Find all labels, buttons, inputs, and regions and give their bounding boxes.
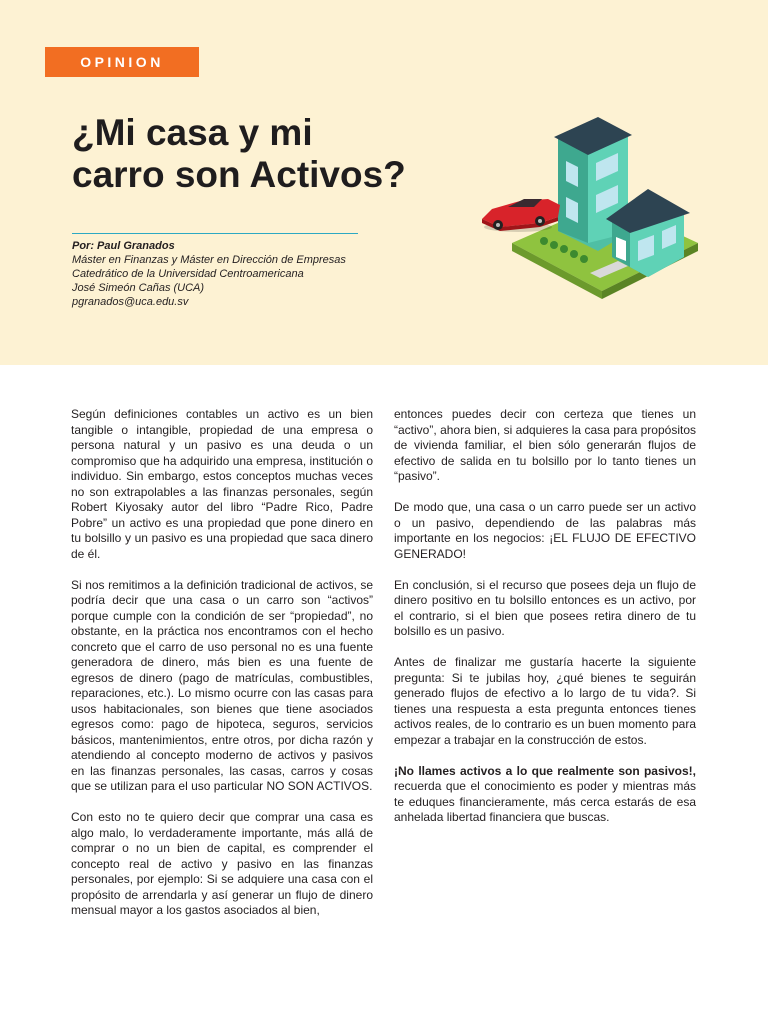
title-divider: [72, 233, 358, 234]
paragraph-4: entonces puedes decir con certeza que tienes un “activo”, ahora bien, si adquieres la casa para propósitos de vivienda familiar, el bien sólo generarán flujos de efectivo de salida en tu bolsillo por lo tanto tienes un “pasivo”.: [394, 407, 696, 483]
paragraph-8: [394, 764, 696, 826]
article-column-left: [71, 407, 373, 934]
house-and-car-illustration: [478, 115, 706, 307]
closing-emphasis: ¡No llames activos a lo que realmente son pasivos!,: [394, 763, 696, 778]
title-line-2: carro son Activos?: [72, 154, 406, 195]
paragraph-1: Según definiciones contables un activo es un bien tangible o intangible, propiedad de una empresa o persona natural y un pasivo es una deuda o un compromiso que ha adquirido una empresa, institución o individuo. Sin embargo, estos conceptos muchas veces no son extrapolables a las finanzas personales, según Robert Kiyosaky autor del libro “Padre Rico, Padre Pobre” un activo es una propiedad que pone dinero en tu bolsillo y un pasivo es una propiedad que saca dinero de él.: [71, 407, 373, 561]
paragraph-3: Con esto no te quiero decir que comprar una casa es algo malo, lo verdaderamente importante, más allá de comprar o no un bien de capital, es comprender el concepto real de activo y pasivo en las finanzas personales, por ejemplo: Si se adquiere una casa con el propósito de arrendarla y así generar un flujo de dinero mensual mayor a los gastos asociados al bien,: [71, 810, 373, 917]
byline-author: Por: Paul Granados: [72, 240, 175, 252]
byline-credential-3: José Simeón Cañas (UCA): [72, 282, 205, 294]
article-column-right: [394, 407, 696, 841]
title-line-1: ¿Mi casa y mi: [72, 112, 313, 153]
byline-credential-2: Catedrático de la Universidad Centroamericana: [72, 268, 304, 280]
paragraph-2: Si nos remitimos a la definición tradicional de activos, se podría decir que una casa o un carro son “activos” porque cumple con la condición de ser “propiedad”, no obstante, en la práctica nos encontramos con el hecho concreto que el carro de uso personal no es una fuente generadora de dinero, más bien es una fuente de egresos de dinero (pago de matrículas, combustibles, reparaciones, etc.). Lo mismo ocurre con las casas para usos habitacionales, son bienes que tiene asociados egresos como: pago de hipoteca, seguros, servicios básicos, mantenimientos, entre otros, por dicha razón y atendiendo al concepto moderno de activos y pasivos en las finanzas personales, las casas, carros y cosas que se utilizan para el uso particular NO SON ACTIVOS.: [71, 577, 373, 793]
paragraph-5: De modo que, una casa o un carro puede ser un activo o un pasivo, dependiendo de las palabras más importante en los negocios: ¡EL FLUJO DE EFECTIVO GENERADO!: [394, 500, 696, 561]
car-icon: [482, 199, 560, 232]
paragraph-6: En conclusión, si el recurso que posees deja un flujo de dinero positivo en tu bolsillo entonces es un activo, por el contrario, si el bien que posees retira dinero de tu bolsillo es un pasivo.: [394, 577, 696, 638]
byline: [72, 239, 412, 309]
byline-email: pgranados@uca.edu.sv: [72, 296, 189, 308]
section-tag: OPINION: [45, 47, 199, 77]
closing-text: recuerda que el conocimiento es poder y mientras más te eduques financieramente, más cerca estarás de esa anhelada libertad financiera que buscas.: [394, 779, 696, 824]
article-title: [72, 112, 472, 196]
paragraph-7: Antes de finalizar me gustaría hacerte la siguiente pregunta: Si te jubilas hoy, ¿qué bienes te seguirán generado flujos de efectivo a lo largo de tu vida?. Si tienes una respuesta a esta pregunta entonces tienes activos reales, de lo contrario es un buen momento para empezar a trabajar en la construcción de estos.: [394, 655, 696, 747]
byline-credential-1: Máster en Finanzas y Máster en Dirección de Empresas: [72, 254, 346, 266]
